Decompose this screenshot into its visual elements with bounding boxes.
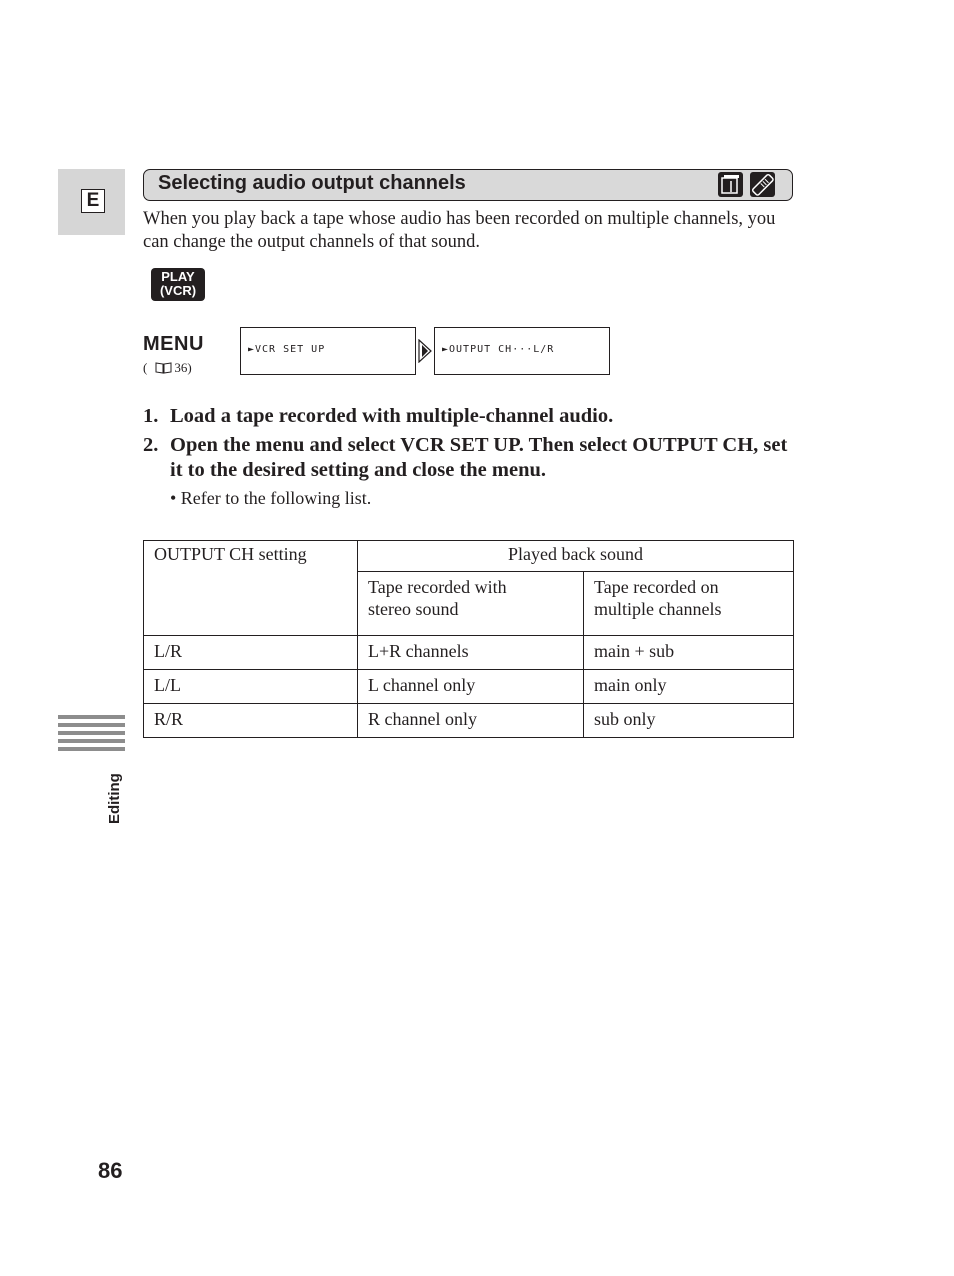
header-played-back-sound: Played back sound	[358, 541, 794, 572]
side-stripe	[58, 723, 125, 727]
camera-icon	[718, 172, 743, 197]
table-header-row	[144, 541, 794, 572]
intro-paragraph: When you play back a tape whose audio has been recorded on multiple channels, you can change the output channels of that sound.	[143, 209, 776, 252]
menu-screen-output-ch: ►OUTPUT CH···L/R	[434, 327, 610, 375]
side-stripe	[58, 731, 125, 735]
page-number: 86	[98, 1158, 123, 1183]
side-stripe	[58, 715, 125, 719]
side-stripe	[58, 747, 125, 751]
steps-list	[143, 404, 803, 509]
menu-page-reference	[143, 360, 192, 378]
cell-setting: R/R	[144, 704, 358, 738]
cell-multi: main + sub	[584, 636, 794, 670]
header-multi	[584, 572, 794, 636]
cell-stereo: R channel only	[358, 704, 584, 738]
bullet-note: • Refer to the following list.	[170, 488, 372, 508]
section-header	[143, 169, 793, 201]
step-text: Open the menu and select VCR SET UP. Then select OUTPUT CH, set it to the desired setting and close the menu.	[170, 434, 788, 481]
table-row	[144, 704, 794, 738]
menu-label: MENU	[143, 333, 204, 355]
language-tab	[58, 169, 125, 235]
cell-multi: sub only	[584, 704, 794, 738]
arrow-right-icon	[418, 339, 432, 368]
header-stereo-line1: Tape recorded with	[368, 577, 507, 597]
header-stereo	[358, 572, 584, 636]
cell-setting: L/R	[144, 636, 358, 670]
cell-setting: L/L	[144, 670, 358, 704]
header-multi-line2: multiple channels	[594, 599, 722, 619]
step-text: Load a tape recorded with multiple-channel audio.	[170, 405, 614, 427]
step-number: 2.	[143, 434, 159, 456]
play-vcr-badge	[151, 268, 205, 301]
cell-stereo: L channel only	[358, 670, 584, 704]
cell-stereo: L+R channels	[358, 636, 584, 670]
step-2	[143, 433, 803, 483]
table-row	[144, 636, 794, 670]
section-title: Selecting audio output channels	[158, 172, 466, 194]
cell-multi: main only	[584, 670, 794, 704]
remote-control-icon	[750, 172, 775, 197]
side-stripe	[58, 739, 125, 743]
menu-screen-vcr-setup: ►VCR SET UP	[240, 327, 416, 375]
play-vcr-line1: PLAY	[161, 269, 195, 284]
language-tab-letter: E	[81, 189, 105, 213]
menu-ref-page: 36)	[174, 360, 192, 375]
chapter-side-label: Editing	[106, 773, 123, 824]
output-channel-table	[143, 540, 794, 738]
table-row	[144, 670, 794, 704]
book-icon	[155, 362, 172, 378]
header-multi-line1: Tape recorded on	[594, 577, 719, 597]
menu-ref-open: (	[143, 360, 148, 375]
step-number: 1.	[143, 405, 159, 427]
header-stereo-line2: stereo sound	[368, 599, 459, 619]
header-output-ch-setting: OUTPUT CH setting	[144, 541, 358, 636]
play-vcr-line2: (VCR)	[159, 283, 197, 298]
step-1	[143, 404, 803, 429]
